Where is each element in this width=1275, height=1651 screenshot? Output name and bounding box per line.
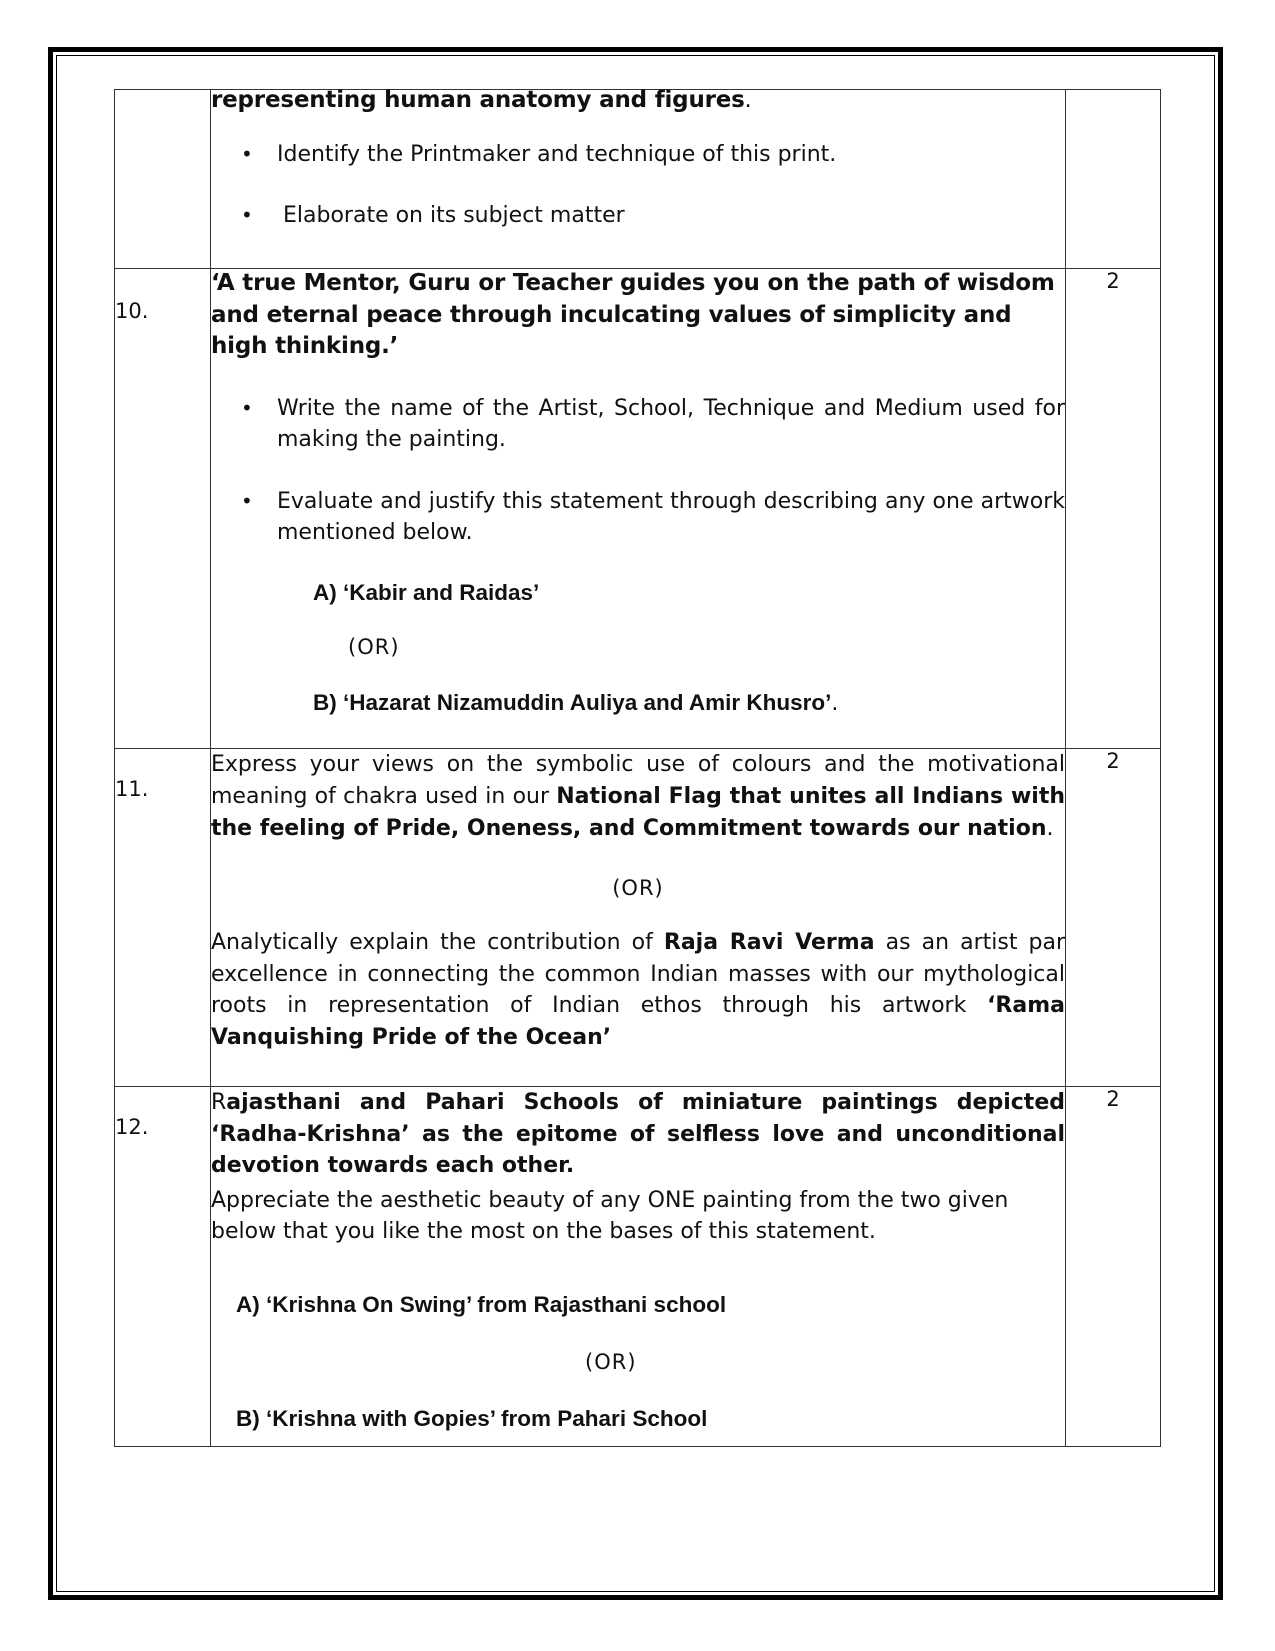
question-content-cell (211, 87, 1066, 269)
marks-cell (1066, 269, 1161, 749)
question-table (114, 89, 1161, 1447)
question-number-cell (115, 749, 211, 1087)
question-part-2-text-b: as an artist par excellence in connecting the common Indian masses with our mythological roots in representation of Indian ethos through his artwork (211, 930, 1065, 1018)
question-row-12 (115, 1087, 1161, 1447)
question-content-cell (211, 269, 1066, 749)
question-number-cell (115, 90, 211, 269)
or-separator: (OR) (612, 876, 664, 900)
question-row-9-continued (115, 90, 1161, 269)
question-statement: ‘A true Mentor, Guru or Teacher guides you on the path of wisdom and eternal peace through inculcating values of simplicity and high thinking.’ (211, 270, 1055, 359)
question-number: 11. (115, 777, 149, 801)
question-content-cell (211, 749, 1066, 1087)
question-bullets (211, 138, 1065, 232)
question-row-10 (115, 269, 1161, 749)
marks-value: 2 (1106, 749, 1120, 773)
question-part-1 (211, 749, 1065, 845)
marks-cell (1066, 749, 1161, 1087)
bullet-item: • Evaluate and justify this statement through describing any one artwork mentioned below. (277, 486, 1065, 548)
question-lead-first: R (211, 1090, 227, 1115)
artist-name: Raja Ravi Verma (663, 930, 875, 955)
or-separator: (OR) (348, 634, 400, 659)
bullet-item: • Write the name of the Artist, School, Technique and Medium used for making the painting. (277, 393, 1065, 455)
question-part-1-bold: National Flag that unites all Indians with the feeling of Pride, Oneness, and Commitment towards our nation (211, 784, 1065, 841)
question-statement (211, 1087, 1065, 1182)
question-part-1-tail: . (1046, 816, 1054, 841)
marks-cell (1066, 90, 1161, 269)
marks-value: 2 (1106, 269, 1120, 293)
question-lead-bold: representing human anatomy and figures (211, 87, 745, 113)
question-content-cell (211, 1087, 1066, 1447)
question-lead-bold: ajasthani and Pahari Schools of miniature paintings depicted ‘Radha-Krishna’ as the epitome of selfless love and unconditional devotion towards each other. (211, 1090, 1065, 1178)
option-b: B) ‘Krishna with Gopies’ from Pahari School (236, 1405, 708, 1431)
marks-value: 2 (1106, 1087, 1120, 1111)
question-part-2-text: Analytically explain the contribution of (211, 930, 664, 955)
option-a: A) ‘Kabir and Raidas’ (313, 579, 540, 605)
artwork-title: ‘Rama Vanquishing Pride of the Ocean’ (211, 993, 1065, 1050)
option-b-tail: . (831, 690, 839, 716)
marks-cell (1066, 1087, 1161, 1447)
question-number: 10. (115, 299, 149, 323)
question-number-cell (115, 1087, 211, 1447)
question-part-1-text: Express your views on the symbolic use of colours and the motivational meaning of chakra used in our (211, 752, 1065, 809)
question-lead-tail: . (744, 88, 752, 113)
question-part-2 (211, 927, 1065, 1053)
bullet-item: • Elaborate on its subject matter (277, 199, 1065, 232)
question-row-11 (115, 749, 1161, 1087)
question-number-cell (115, 269, 211, 749)
option-a: A) ‘Krishna On Swing’ from Rajasthani school (236, 1291, 727, 1317)
question-bullets (211, 393, 1065, 548)
option-b: B) ‘Hazarat Nizamuddin Auliya and Amir Khusro’ (313, 689, 832, 715)
bullet-item: • Identify the Printmaker and technique of this print. (277, 138, 1065, 171)
or-separator: (OR) (585, 1349, 637, 1374)
question-instruction: Appreciate the aesthetic beauty of any ONE painting from the two given below that you like the most on the bases of this statement. (211, 1187, 1009, 1244)
question-number: 12. (115, 1115, 149, 1139)
